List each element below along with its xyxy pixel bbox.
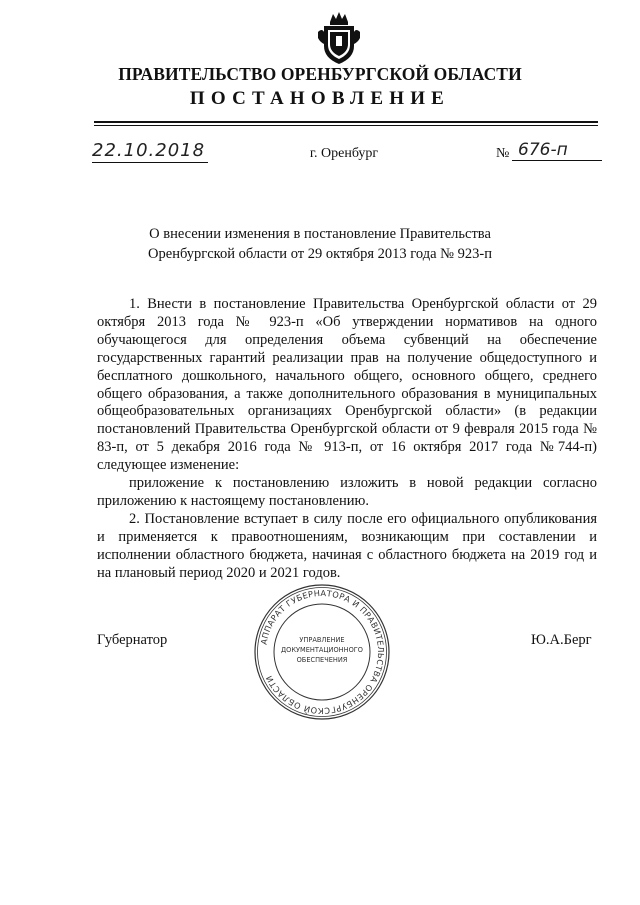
subject-line-2: Оренбургской области от 29 октября 2013 года № 923-п [148,246,492,262]
stamp-ring-text: АППАРАТ ГУБЕРНАТОРА И ПРАВИТЕЛЬСТВА ОРЕНБУРГСКОЙ ОБЛАСТИ [258,587,387,717]
document-body [97,296,597,583]
government-title: ПРАВИТЕЛЬСТВО ОРЕНБУРГСКОЙ ОБЛАСТИ [118,64,522,84]
header-divider-thick [94,121,598,123]
document-number-label: № [496,146,510,161]
signer-name: Ю.А.Берг [531,632,592,648]
subject-line-1: О внесении изменения в постановление Правительства [149,226,491,242]
stamp-line-1: УПРАВЛЕНИЕ [299,636,345,644]
body-paragraph-1: 1. Внести в постановление Правительства Оренбургской области от 29 октября 2013 года № 923-п «Об утверждении нормативов на одного обучающегося для определения объема субвенций на обеспечение государственных гарантий реализации прав на получение общедоступного и бесплатного дошкольного, начального общего, основного общего, среднего общего образования, а также дополнительного образования в муниципальных общеобразовательных организациях Оренбургской области» (в редакции постановлений Правительства Оренбургской области от 9 февраля 2015 года № 83-п, от 5 декабря 2016 года № 913-п, от 16 октября 2017 года №744-п) следующее изменение: [97,296,597,474]
coat-of-arms-icon [316,10,362,66]
header-divider-thin [94,125,598,126]
official-stamp [252,582,392,722]
signer-title: Губернатор [97,632,168,648]
document-date: 22.10.2018 [92,140,208,163]
body-paragraph-3: 2. Постановление вступает в силу после его официального опубликования и применяется к правоотношениям, возникающим при составлении и исполнении областного бюджета, начиная с областного бюджета на 2019 год и на плановый период 2020 и 2021 годов. [97,510,597,581]
document-city: г. Оренбург [309,146,379,161]
document-subject [0,224,640,264]
stamp-line-2: ДОКУМЕНТАЦИОННОГО [281,646,363,654]
body-paragraph-2: приложение к постановлению изложить в новой редакции согласно приложению к настоящему постановлению. [97,475,597,509]
document-number: 676-п [512,139,602,161]
document-type-heading: ПОСТАНОВЛЕНИЕ [189,88,451,109]
stamp-line-3: ОБЕСПЕЧЕНИЯ [296,656,348,664]
